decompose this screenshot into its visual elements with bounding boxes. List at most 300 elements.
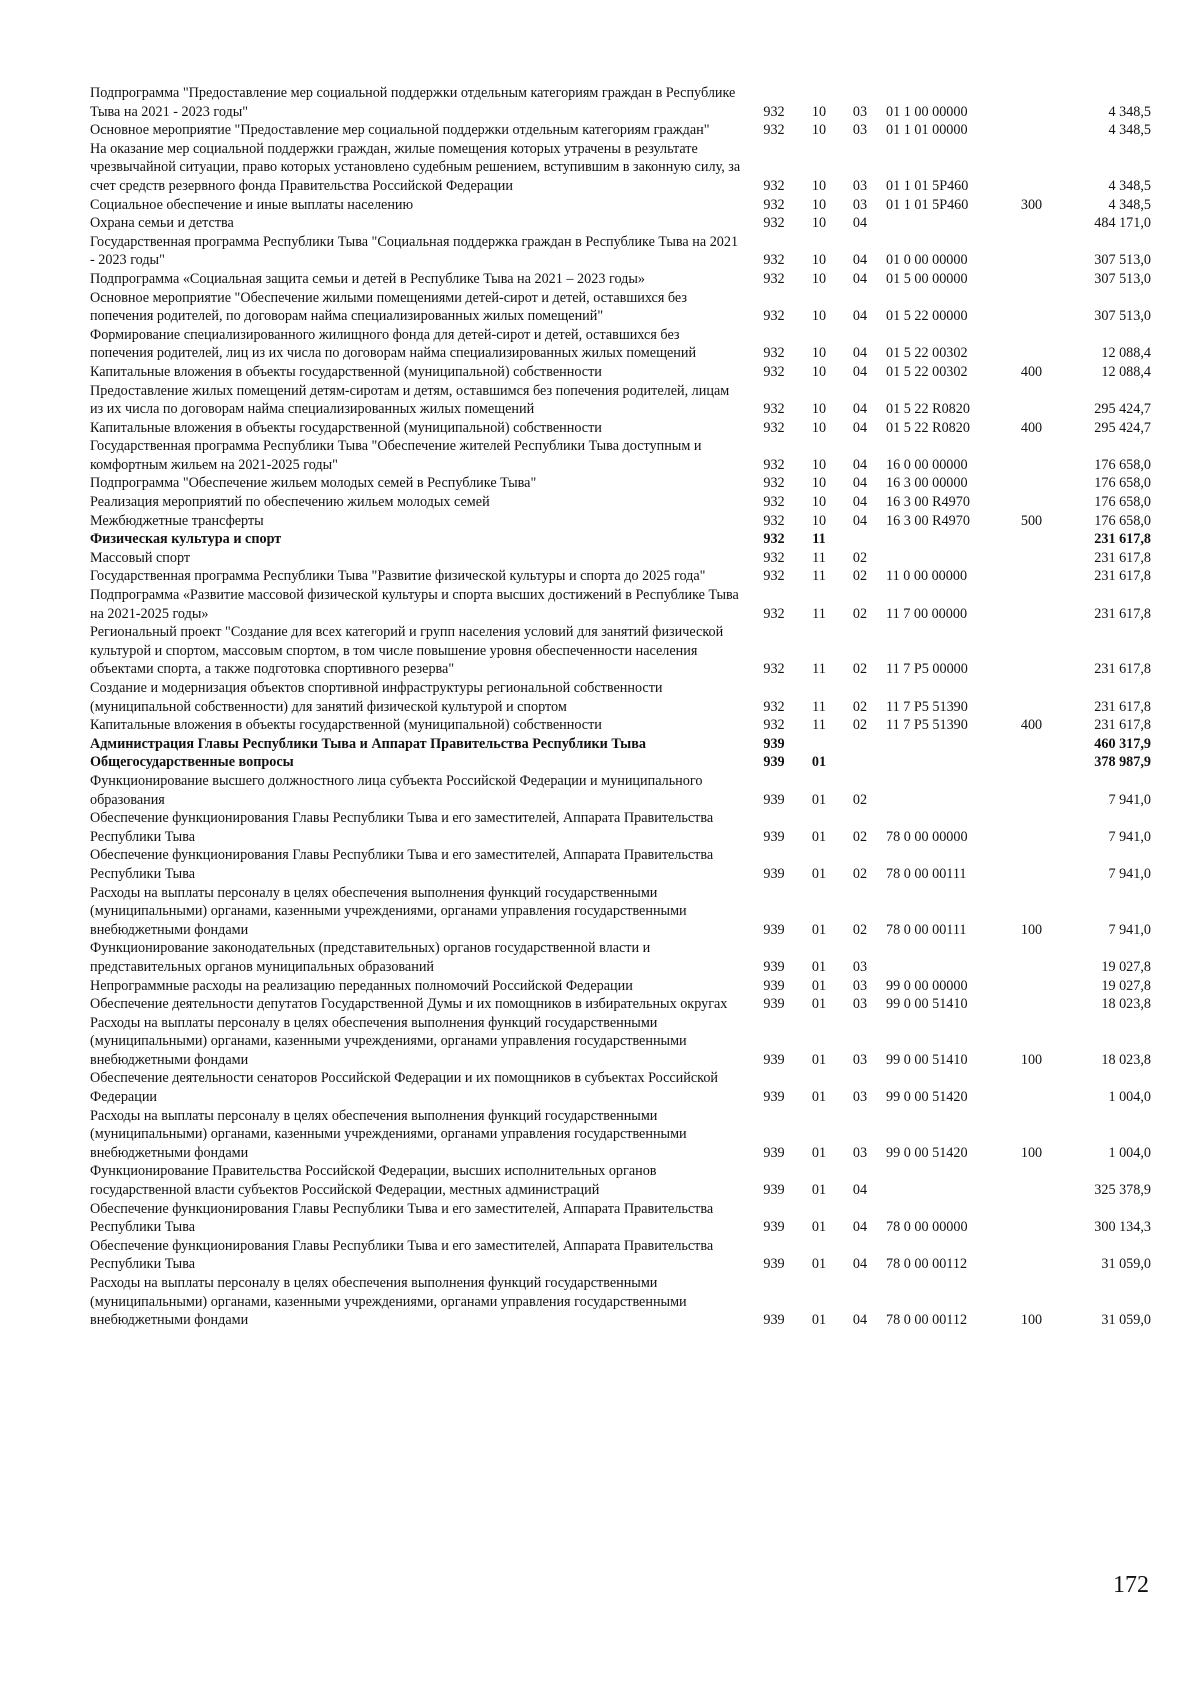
row-name: Непрограммные расходы на реализацию переданных полномочий Российской Федерации: [90, 977, 633, 994]
row-name: Расходы на выплаты персоналу в целях обеспечения выполнения функций государственными (муниципальными) органами, казенными учреждениями, органами управления государственными внебюджетными фондами: [90, 1275, 687, 1329]
row-section-code: 11: [812, 531, 826, 548]
row-amount: 7 941,0: [1108, 791, 1151, 808]
row-subsection-code: [840, 735, 880, 754]
row-expense-type: [1008, 140, 1055, 196]
row-amount: 325 378,9: [1094, 1182, 1151, 1199]
row-name: Физическая культура и спорт: [90, 531, 282, 548]
row-expense-type: [1008, 382, 1055, 419]
row-name: Государственная программа Республики Тыва "Обеспечение жителей Республики Тыва доступным и комфортным жильем на 2021-2025 годы": [90, 438, 702, 473]
row-expense-type: [1008, 567, 1055, 586]
row-section-code: 01: [811, 1144, 827, 1161]
row-section-code: 10: [811, 363, 827, 380]
row-target-article: 99 0 00 51410: [886, 1051, 968, 1068]
page-number: 172: [1113, 1572, 1149, 1598]
row-expense-type: [1008, 1069, 1055, 1106]
row-expense-type: [1008, 586, 1055, 623]
table-row: [90, 326, 1165, 363]
row-amount: 1 004,0: [1108, 1089, 1151, 1106]
row-amount: 7 941,0: [1108, 828, 1151, 845]
row-subsection-code: 02: [852, 661, 868, 678]
row-expense-type: [1008, 1200, 1055, 1237]
row-expense-type: 300: [1020, 196, 1043, 213]
row-target-article: 01 5 22 R0820: [886, 419, 970, 436]
table-row: [90, 437, 1165, 474]
table-row: [90, 939, 1165, 976]
row-expense-type: [1008, 474, 1055, 493]
row-ved-code: 932: [763, 401, 785, 418]
row-ved-code: 932: [763, 270, 785, 287]
row-ved-code: 939: [763, 921, 785, 938]
row-ved-code: 939: [763, 791, 785, 808]
row-name: Охрана семьи и детства: [90, 215, 234, 232]
row-amount: 231 617,8: [1094, 531, 1151, 548]
row-name: Функционирование законодательных (представительных) органов государственной власти и представительных органов муниципальных образований: [90, 940, 651, 975]
row-name: Функционирование Правительства Российской Федерации, высших исполнительных органов государственной власти субъектов Российской Федерации, местных администраций: [90, 1163, 657, 1199]
row-expense-type: 400: [1020, 363, 1043, 380]
row-section-code: 01: [811, 1182, 827, 1199]
row-expense-type: [1008, 84, 1055, 121]
row-ved-code: 939: [763, 958, 785, 975]
row-amount: 31 059,0: [1101, 1256, 1151, 1273]
table-row: [90, 214, 1165, 233]
row-section-code: 10: [811, 401, 827, 418]
row-name: Государственная программа Республики Тыва "Социальная поддержка граждан в Республике Тыва на 2021 - 2023 годы": [90, 233, 739, 269]
row-name: Создание и модернизация объектов спортивной инфраструктуры региональной собственности (муниципальной собственности) для занятий физической культурой и спортом: [90, 680, 663, 715]
row-subsection-code: 02: [852, 717, 868, 734]
row-subsection-code: 03: [852, 958, 868, 975]
table-row: [90, 1162, 1165, 1199]
row-ved-code: 939: [763, 977, 785, 994]
row-section-code: 10: [811, 345, 827, 362]
row-subsection-code: 04: [852, 363, 868, 380]
row-expense-type: [1008, 995, 1055, 1014]
row-subsection-code: 03: [852, 122, 868, 139]
row-section-code: 01: [811, 996, 827, 1013]
table-row: [90, 1200, 1165, 1237]
row-subsection-code: [840, 753, 880, 772]
row-amount: 176 658,0: [1094, 512, 1151, 529]
row-subsection-code: 02: [852, 865, 868, 882]
row-subsection-code: 02: [852, 828, 868, 845]
row-ved-code: 939: [763, 1312, 785, 1329]
row-ved-code: 932: [763, 215, 785, 232]
table-row: [90, 233, 1165, 270]
row-expense-type: [1008, 623, 1055, 679]
row-name: Реализация мероприятий по обеспечению жильем молодых семей: [90, 494, 490, 511]
row-expense-type: [1008, 121, 1055, 140]
row-ved-code: 932: [763, 363, 785, 380]
row-amount: 4 348,5: [1108, 103, 1151, 120]
row-amount: 7 941,0: [1108, 921, 1151, 938]
row-amount: 176 658,0: [1094, 456, 1151, 473]
table-row: [90, 1069, 1165, 1106]
row-ved-code: 932: [763, 475, 785, 492]
row-subsection-code: 04: [852, 494, 868, 511]
row-section-code: 01: [811, 977, 827, 994]
row-target-article: 78 0 00 00112: [886, 1312, 968, 1329]
row-amount: 12 088,4: [1101, 363, 1151, 380]
row-amount: 484 171,0: [1094, 215, 1151, 232]
row-name: Капитальные вложения в объекты государственной (муниципальной) собственности: [90, 363, 602, 380]
row-ved-code: 932: [763, 345, 785, 362]
row-section-code: 11: [812, 568, 826, 585]
row-section-code: 10: [811, 196, 827, 213]
row-section-code: 01: [811, 1219, 827, 1236]
table-row: [90, 474, 1165, 493]
row-amount: 31 059,0: [1101, 1312, 1151, 1329]
row-ved-code: 939: [763, 1182, 785, 1199]
row-amount: 307 513,0: [1094, 308, 1151, 325]
row-target-article: 78 0 00 00000: [886, 828, 968, 845]
row-name: Массовый спорт: [90, 549, 191, 566]
row-target-article: [880, 530, 1008, 549]
table-row: [90, 270, 1165, 289]
row-subsection-code: 03: [852, 196, 868, 213]
row-expense-type: [1008, 846, 1055, 883]
row-subsection-code: 03: [852, 177, 868, 194]
row-amount: 19 027,8: [1101, 977, 1151, 994]
row-target-article: 11 7 00 00000: [886, 605, 968, 622]
row-section-code: 11: [812, 605, 826, 622]
row-target-article: 99 0 00 51420: [886, 1144, 968, 1161]
row-amount: 18 023,8: [1101, 996, 1151, 1013]
row-target-article: 01 5 00 00000: [886, 270, 968, 287]
row-section-code: 10: [811, 122, 827, 139]
row-name: Основное мероприятие "Обеспечение жилыми помещениями детей-сирот и детей, оставшихся без попечения родителей, по договорам найма специализированных жилых помещений": [90, 289, 688, 325]
row-expense-type: [1008, 679, 1055, 716]
table-row: [90, 977, 1165, 996]
row-name: Подпрограмма «Развитие массовой физической культуры и спорта высших достижений в Республике Тыва на 2021-2025 годы»: [90, 587, 739, 622]
table-row: [90, 1274, 1165, 1330]
row-target-article: [880, 939, 1008, 976]
row-expense-type: [1008, 214, 1055, 233]
row-ved-code: 939: [763, 828, 785, 845]
row-section-code: 11: [812, 661, 826, 678]
row-expense-type: 400: [1020, 419, 1043, 436]
row-subsection-code: 02: [852, 921, 868, 938]
row-ved-code: 932: [763, 103, 785, 120]
row-ved-code: 932: [763, 122, 785, 139]
budget-table: [90, 84, 1165, 1330]
row-section-code: 10: [811, 456, 827, 473]
row-name: Подпрограмма "Обеспечение жильем молодых семей в Республике Тыва": [90, 475, 537, 492]
row-section-code: 10: [811, 252, 827, 269]
row-subsection-code: 04: [852, 252, 868, 269]
row-expense-type: [1008, 437, 1055, 474]
row-name: Функционирование высшего должностного лица субъекта Российской Федерации и муниципального образования: [90, 772, 703, 808]
row-target-article: 11 7 Р5 00000: [886, 661, 968, 678]
row-ved-code: 932: [763, 252, 785, 269]
row-target-article: 01 1 01 5Р460: [886, 196, 969, 213]
row-section-code: 10: [811, 103, 827, 120]
row-target-article: 16 0 00 00000: [886, 456, 968, 473]
row-amount: 231 617,8: [1094, 698, 1151, 715]
row-name: Обеспечение функционирования Главы Республики Тыва и его заместителей, Аппарата Правительства Республики Тыва: [90, 1200, 714, 1236]
row-name: Обеспечение функционирования Главы Республики Тыва и его заместителей, Аппарата Правительства Республики Тыва: [90, 1237, 714, 1273]
row-ved-code: 939: [763, 1051, 785, 1068]
table-row: [90, 809, 1165, 846]
row-name: Администрация Главы Республики Тыва и Аппарат Правительства Республики Тыва: [90, 735, 646, 752]
row-target-article: 11 7 Р5 51390: [886, 698, 968, 715]
row-subsection-code: 04: [852, 475, 868, 492]
table-row: [90, 512, 1165, 531]
row-subsection-code: 02: [852, 605, 868, 622]
table-row: [90, 753, 1165, 772]
row-section-code: 11: [812, 717, 826, 734]
row-subsection-code: 02: [852, 698, 868, 715]
row-subsection-code: 04: [852, 308, 868, 325]
row-section-code: 10: [811, 419, 827, 436]
row-expense-type: [1008, 233, 1055, 270]
row-amount: 7 941,0: [1108, 865, 1151, 882]
row-subsection-code: 04: [852, 270, 868, 287]
row-name: Расходы на выплаты персоналу в целях обеспечения выполнения функций государственными (муниципальными) органами, казенными учреждениями, органами управления государственными внебюджетными фондами: [90, 884, 687, 938]
row-amount: 4 348,5: [1108, 196, 1151, 213]
row-section-code: 01: [811, 1089, 827, 1106]
row-amount: 4 348,5: [1108, 177, 1151, 194]
row-target-article: 11 7 Р5 51390: [886, 717, 968, 734]
row-amount: 4 348,5: [1108, 122, 1151, 139]
row-target-article: 99 0 00 00000: [886, 977, 968, 994]
table-row: [90, 549, 1165, 568]
row-subsection-code: 04: [852, 456, 868, 473]
row-subsection-code: 04: [852, 215, 868, 232]
table-row: [90, 140, 1165, 196]
row-section-code: 01: [811, 791, 827, 808]
row-amount: 231 617,8: [1094, 568, 1151, 585]
row-section-code: 10: [811, 270, 827, 287]
row-expense-type: 500: [1020, 512, 1043, 529]
row-section-code: 11: [812, 698, 826, 715]
row-section-code: 01: [811, 1256, 827, 1273]
row-name: Подпрограмма "Предоставление мер социальной поддержки отдельным категориям граждан в Республике Тыва на 2021 - 2023 годы": [90, 85, 736, 120]
row-ved-code: 939: [763, 996, 785, 1013]
row-ved-code: 932: [763, 717, 785, 734]
row-ved-code: 932: [763, 549, 785, 566]
row-expense-type: [1008, 1237, 1055, 1274]
row-subsection-code: 04: [852, 1256, 868, 1273]
row-expense-type: 400: [1020, 717, 1043, 734]
table-row: [90, 121, 1165, 140]
row-expense-type: 100: [1020, 1051, 1043, 1068]
row-target-article: [880, 772, 1008, 809]
row-expense-type: [1008, 1162, 1055, 1199]
row-ved-code: 932: [763, 196, 785, 213]
row-name: Предоставление жилых помещений детям-сиротам и детям, оставшимся без попечения родителей, лицам из их числа по договорам найма специализированных жилых помещений: [90, 382, 730, 418]
row-amount: 295 424,7: [1094, 401, 1151, 418]
row-section-code: 11: [812, 549, 826, 566]
row-expense-type: [1008, 939, 1055, 976]
row-name: Государственная программа Республики Тыва "Развитие физической культуры и спорта до 2025 года": [90, 568, 706, 585]
row-target-article: [880, 214, 1008, 233]
row-section-code: 10: [811, 512, 827, 529]
row-target-article: 11 0 00 00000: [886, 568, 968, 585]
row-name: Региональный проект "Создание для всех категорий и групп населения условий для занятий физической культурой и спортом, массовым спортом, в том числе повышение уровня обеспеченности населения объектами спорта, а также подготовка спортивного резерва": [90, 624, 724, 678]
row-expense-type: [1008, 530, 1055, 549]
row-name: Капитальные вложения в объекты государственной (муниципальной) собственности: [90, 419, 602, 436]
row-section-code: 01: [811, 921, 827, 938]
row-expense-type: [1008, 326, 1055, 363]
table-row: [90, 419, 1165, 438]
row-target-article: [880, 549, 1008, 568]
row-ved-code: 932: [763, 308, 785, 325]
row-section-code: 01: [811, 865, 827, 882]
budget-table-body: [90, 84, 1165, 1330]
row-name: Обеспечение функционирования Главы Республики Тыва и его заместителей, Аппарата Правительства Республики Тыва: [90, 847, 714, 882]
row-subsection-code: 03: [852, 996, 868, 1013]
row-amount: 231 617,8: [1094, 549, 1151, 566]
table-row: [90, 1237, 1165, 1274]
row-expense-type: [1008, 753, 1055, 772]
row-expense-type: [1008, 735, 1055, 754]
row-ved-code: 939: [763, 865, 785, 882]
table-row: [90, 530, 1165, 549]
table-row: [90, 196, 1165, 215]
row-target-article: 01 5 22 00302: [886, 363, 968, 380]
row-amount: 18 023,8: [1101, 1051, 1151, 1068]
row-target-article: 78 0 00 00112: [886, 1256, 968, 1273]
row-expense-type: [1008, 549, 1055, 568]
row-expense-type: 100: [1020, 921, 1043, 938]
row-target-article: 01 5 22 00000: [886, 308, 968, 325]
row-target-article: 01 1 00 00000: [886, 103, 968, 120]
table-row: [90, 586, 1165, 623]
row-section-code: 10: [811, 215, 827, 232]
row-name: Социальное обеспечение и иные выплаты населению: [90, 196, 414, 213]
row-section-code: 10: [811, 308, 827, 325]
table-row: [90, 1107, 1165, 1163]
row-subsection-code: [840, 530, 880, 549]
row-amount: 295 424,7: [1094, 419, 1151, 436]
row-ved-code: 939: [763, 1089, 785, 1106]
row-amount: 307 513,0: [1094, 252, 1151, 269]
row-subsection-code: 03: [852, 1089, 868, 1106]
row-amount: 231 617,8: [1094, 717, 1151, 734]
row-ved-code: 939: [763, 1144, 785, 1161]
row-ved-code: 932: [763, 419, 785, 436]
row-expense-type: 100: [1020, 1312, 1043, 1329]
row-target-article: 01 1 01 5Р460: [886, 177, 969, 194]
table-row: [90, 735, 1165, 754]
row-section-code: 01: [811, 1312, 827, 1329]
row-subsection-code: 04: [852, 1312, 868, 1329]
row-ved-code: 939: [763, 754, 785, 771]
row-ved-code: 932: [763, 512, 785, 529]
row-ved-code: 932: [763, 531, 785, 548]
table-row: [90, 884, 1165, 940]
row-name: Капитальные вложения в объекты государственной (муниципальной) собственности: [90, 717, 602, 734]
row-subsection-code: 02: [852, 568, 868, 585]
row-ved-code: 932: [763, 456, 785, 473]
row-target-article: [880, 1162, 1008, 1199]
row-subsection-code: 04: [852, 1219, 868, 1236]
row-section-code: 01: [811, 828, 827, 845]
table-row: [90, 363, 1165, 382]
table-row: [90, 84, 1165, 121]
row-amount: 19 027,8: [1101, 958, 1151, 975]
row-amount: 231 617,8: [1094, 605, 1151, 622]
table-row: [90, 995, 1165, 1014]
row-subsection-code: 02: [852, 549, 868, 566]
table-row: [90, 846, 1165, 883]
table-row: [90, 289, 1165, 326]
row-ved-code: 932: [763, 698, 785, 715]
row-subsection-code: 04: [852, 419, 868, 436]
row-subsection-code: 03: [852, 1051, 868, 1068]
row-amount: 460 317,9: [1094, 735, 1151, 752]
row-subsection-code: 03: [852, 1144, 868, 1161]
row-amount: 307 513,0: [1094, 270, 1151, 287]
row-amount: 176 658,0: [1094, 475, 1151, 492]
row-amount: 300 134,3: [1094, 1219, 1151, 1236]
row-target-article: 78 0 00 00111: [886, 865, 967, 882]
row-target-article: [880, 753, 1008, 772]
row-ved-code: 939: [763, 1256, 785, 1273]
row-name: На оказание мер социальной поддержки граждан, жилые помещения которых утрачены в результате чрезвычайной ситуации, право которых установлено судебным решением, вступившим в законную силу, за счет средств резервного фонда Правительства Российской Федерации: [90, 140, 741, 194]
table-row: [90, 679, 1165, 716]
row-name: Межбюджетные трансферты: [90, 512, 264, 529]
row-section-code: 10: [811, 494, 827, 511]
row-target-article: 16 3 00 R4970: [886, 512, 970, 529]
row-amount: 12 088,4: [1101, 345, 1151, 362]
row-ved-code: 939: [763, 1219, 785, 1236]
row-name: Подпрограмма «Социальная защита семьи и детей в Республике Тыва на 2021 – 2023 годы»: [90, 270, 645, 287]
row-target-article: [880, 735, 1008, 754]
row-name: Расходы на выплаты персоналу в целях обеспечения выполнения функций государственными (муниципальными) органами, казенными учреждениями, органами управления государственными внебюджетными фондами: [90, 1107, 687, 1161]
row-target-article: 16 3 00 00000: [886, 475, 968, 492]
row-expense-type: [1008, 270, 1055, 289]
table-row: [90, 382, 1165, 419]
row-name: Обеспечение деятельности сенаторов Российской Федерации и их помощников в субъектах Российской Федерации: [90, 1070, 719, 1106]
row-target-article: 16 3 00 R4970: [886, 494, 970, 511]
row-amount: 231 617,8: [1094, 661, 1151, 678]
row-expense-type: 100: [1020, 1144, 1043, 1161]
row-section-code: 01: [811, 754, 827, 771]
row-amount: 378 987,9: [1094, 754, 1151, 771]
row-ved-code: 932: [763, 494, 785, 511]
row-target-article: 99 0 00 51420: [886, 1089, 968, 1106]
row-name: Обеспечение функционирования Главы Республики Тыва и его заместителей, Аппарата Правительства Республики Тыва: [90, 810, 714, 845]
row-expense-type: [1008, 977, 1055, 996]
row-expense-type: [1008, 772, 1055, 809]
row-ved-code: 939: [763, 735, 785, 752]
table-row: [90, 716, 1165, 735]
table-row: [90, 567, 1165, 586]
row-name: Расходы на выплаты персоналу в целях обеспечения выполнения функций государственными (муниципальными) органами, казенными учреждениями, органами управления государственными внебюджетными фондами: [90, 1014, 687, 1068]
row-name: Общегосударственные вопросы: [90, 754, 294, 771]
row-subsection-code: 02: [852, 791, 868, 808]
row-target-article: 01 0 00 00000: [886, 252, 968, 269]
row-target-article: 78 0 00 00000: [886, 1219, 968, 1236]
row-expense-type: [1008, 493, 1055, 512]
row-name: Формирование специализированного жилищного фонда для детей-сирот и детей, оставшихся без попечения родителей, лиц из их числа по договорам найма специализированных жилых помещений: [90, 326, 697, 362]
row-target-article: 99 0 00 51410: [886, 996, 968, 1013]
row-section-code: 01: [811, 1051, 827, 1068]
row-ved-code: 932: [763, 661, 785, 678]
row-amount: 1 004,0: [1108, 1144, 1151, 1161]
table-row: [90, 1014, 1165, 1070]
row-target-article: 01 5 22 00302: [886, 345, 968, 362]
table-row: [90, 772, 1165, 809]
row-subsection-code: 03: [852, 977, 868, 994]
row-target-article: 01 1 01 00000: [886, 122, 968, 139]
row-target-article: 01 5 22 R0820: [886, 401, 970, 418]
row-subsection-code: 04: [852, 401, 868, 418]
row-subsection-code: 04: [852, 1182, 868, 1199]
row-section-code: [798, 735, 840, 754]
table-row: [90, 493, 1165, 512]
row-subsection-code: 04: [852, 512, 868, 529]
